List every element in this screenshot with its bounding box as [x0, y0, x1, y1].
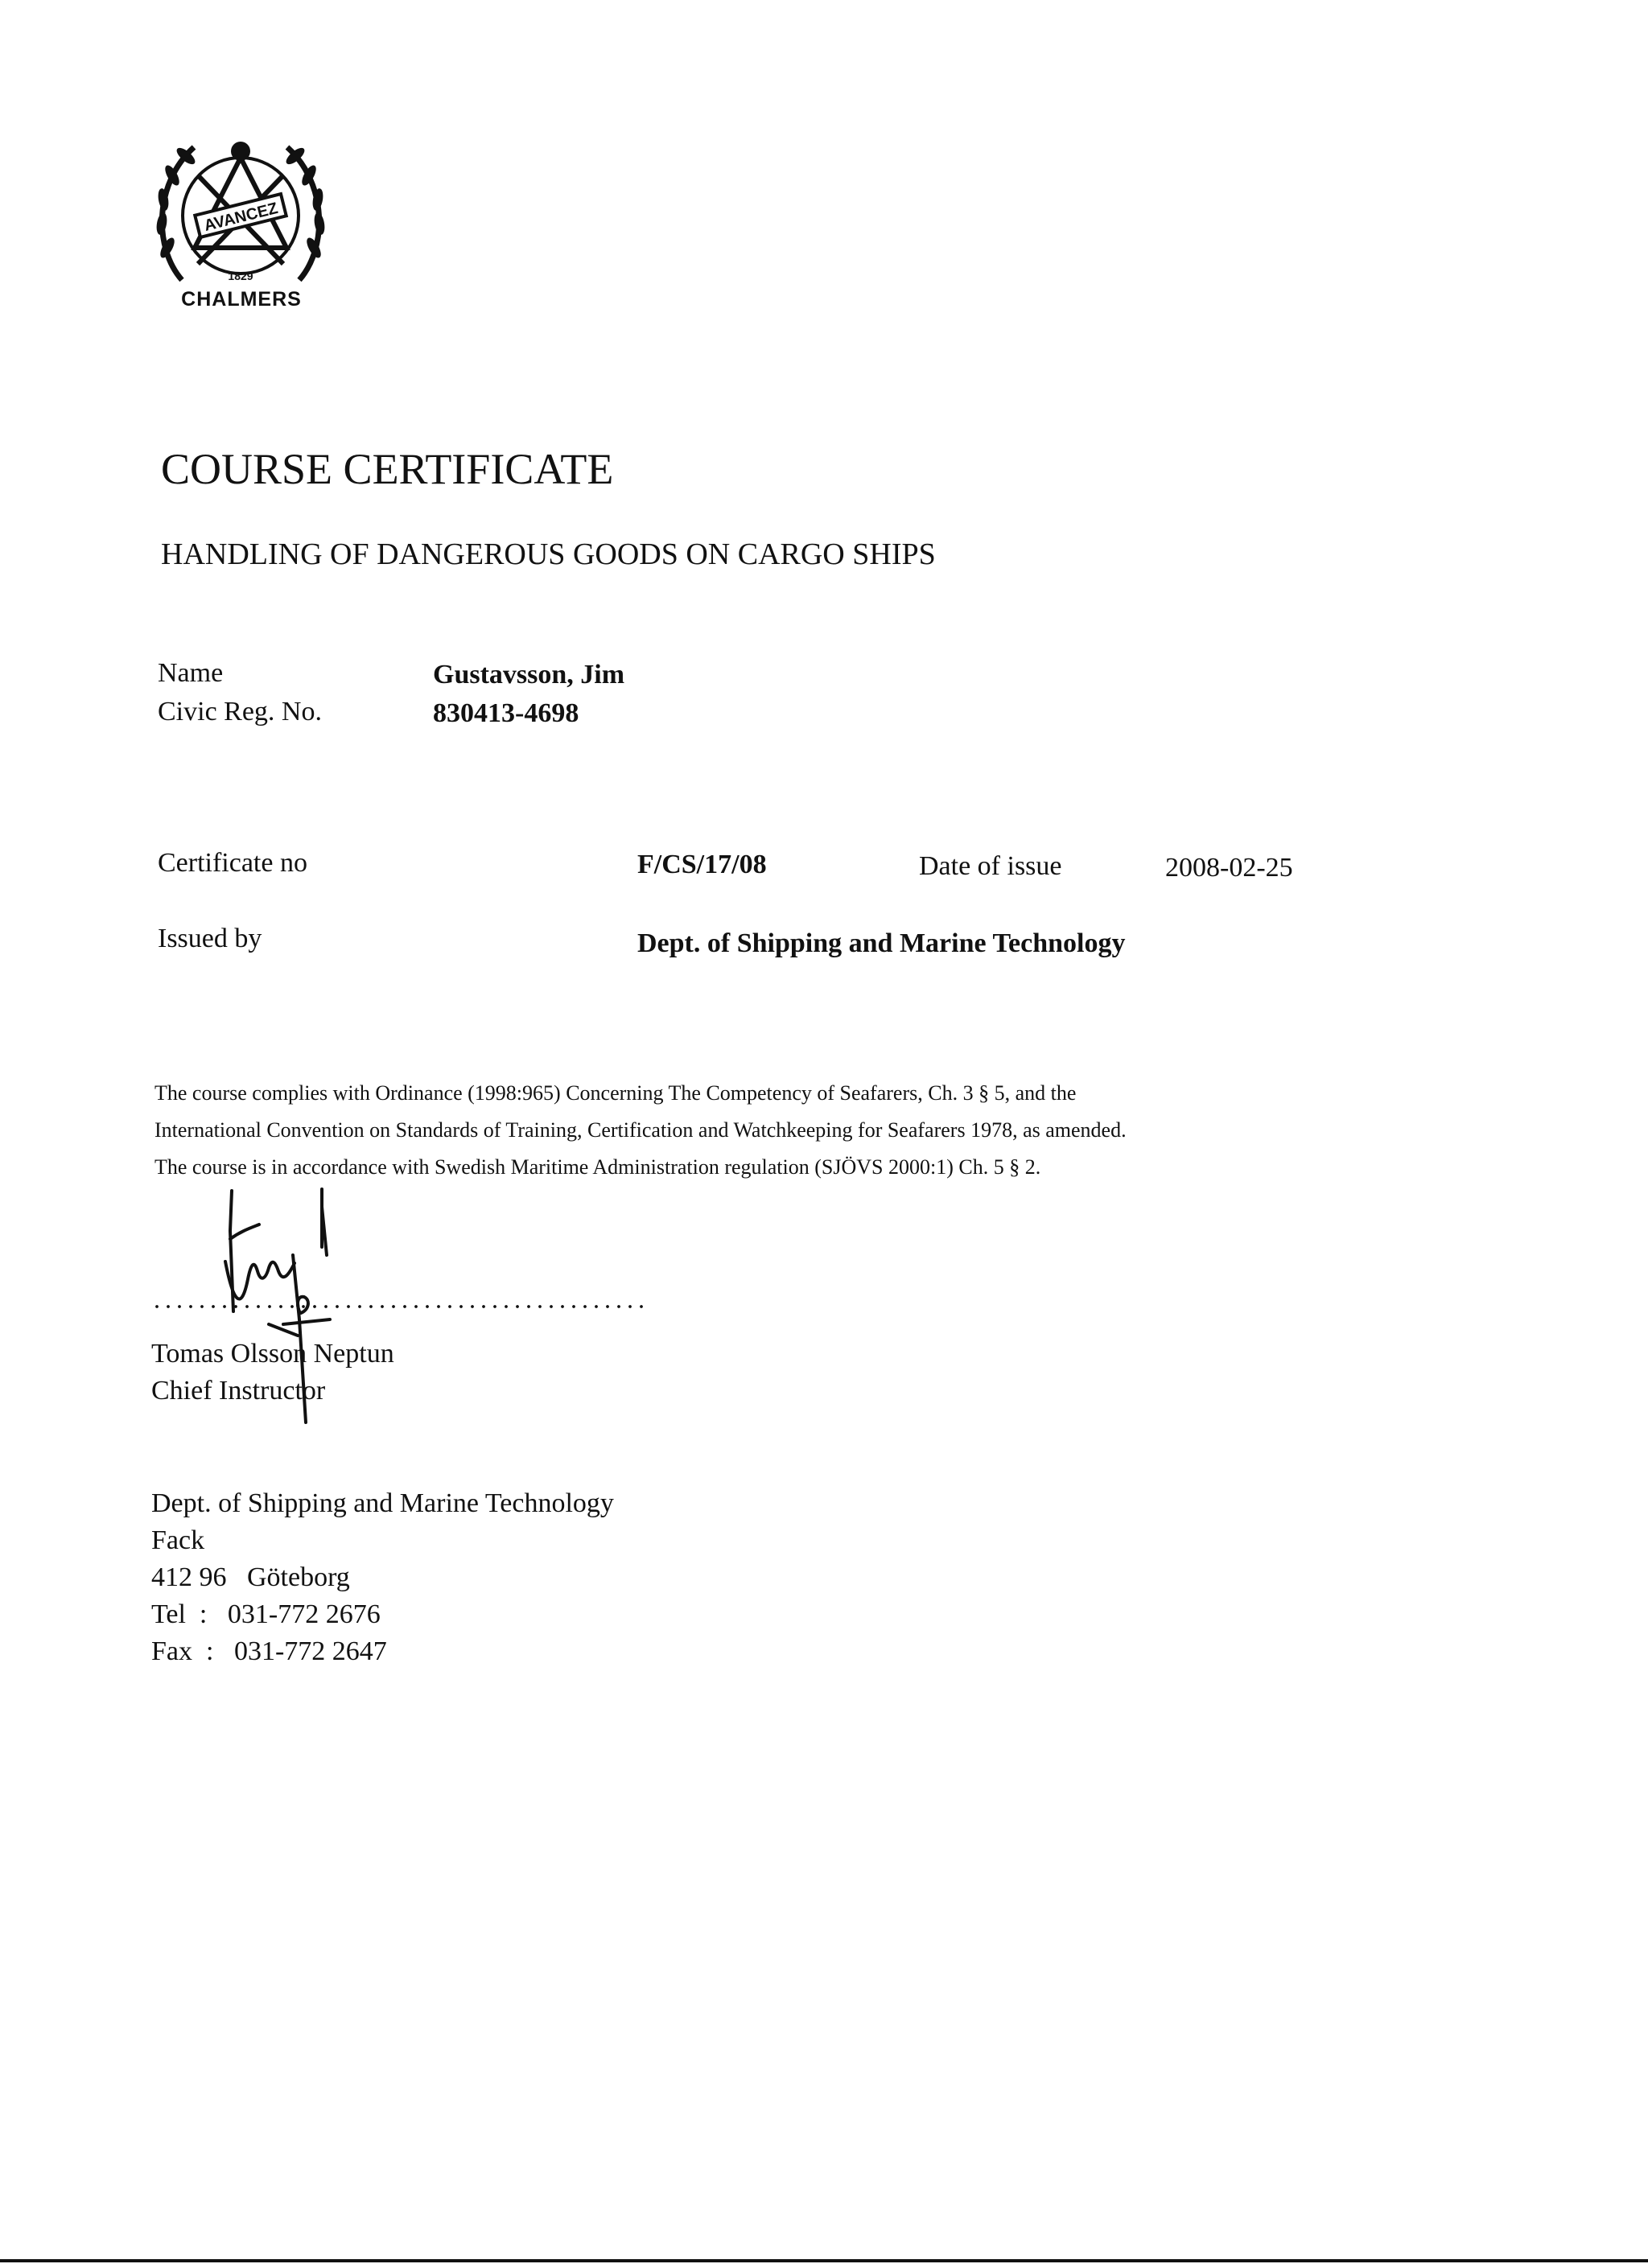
issued-by-value: Dept. of Shipping and Marine Technology [637, 928, 1126, 958]
civic-reg-value: 830413-4698 [433, 698, 579, 728]
signer-name: Tomas Olsson Neptun [151, 1339, 394, 1369]
address-line: Dept. of Shipping and Marine Technology [151, 1488, 614, 1518]
svg-text:AVANCEZ: AVANCEZ [202, 199, 280, 235]
logo-wordmark: CHALMERS [181, 288, 302, 311]
certificate-no-label: Certificate no [158, 848, 307, 878]
compliance-line: International Convention on Standards of Training, Certification and Watchkeeping for Seafarers 1978, as amended. [154, 1118, 1127, 1142]
name-value: Gustavsson, Jim [433, 660, 625, 689]
compliance-statement [154, 1075, 1442, 1186]
address-block [151, 1485, 614, 1670]
course-name: HANDLING OF DANGEROUS GOODS ON CARGO SHIPS [161, 537, 936, 571]
address-line: 412 96 Göteborg [151, 1562, 350, 1592]
scan-edge-rule [0, 2259, 1648, 2262]
signer-block [151, 1336, 394, 1410]
name-label: Name [158, 658, 224, 688]
chalmers-seal-logo [150, 127, 332, 293]
compliance-line: The course is in accordance with Swedish Maritime Administration regulation (SJÖVS 2000:1) Ch. 5 § 2. [154, 1155, 1041, 1179]
compliance-line: The course complies with Ordinance (1998:965) Concerning The Competency of Seafarers, Ch. 3 § 5, and the [154, 1081, 1077, 1105]
address-line: Fax : 031-772 2647 [151, 1636, 387, 1666]
date-of-issue-value: 2008-02-25 [1165, 853, 1293, 883]
address-line: Fack [151, 1525, 205, 1555]
signer-role: Chief Instructor [151, 1376, 326, 1406]
date-of-issue-label: Date of issue [919, 851, 1062, 881]
civic-reg-label: Civic Reg. No. [158, 697, 322, 727]
svg-text:1829: 1829 [228, 270, 253, 282]
issued-by-label: Issued by [158, 924, 262, 953]
certificate-no-value: F/CS/17/08 [637, 850, 767, 879]
certificate-title: COURSE CERTIFICATE [161, 445, 614, 493]
address-line: Tel : 031-772 2676 [151, 1599, 381, 1629]
